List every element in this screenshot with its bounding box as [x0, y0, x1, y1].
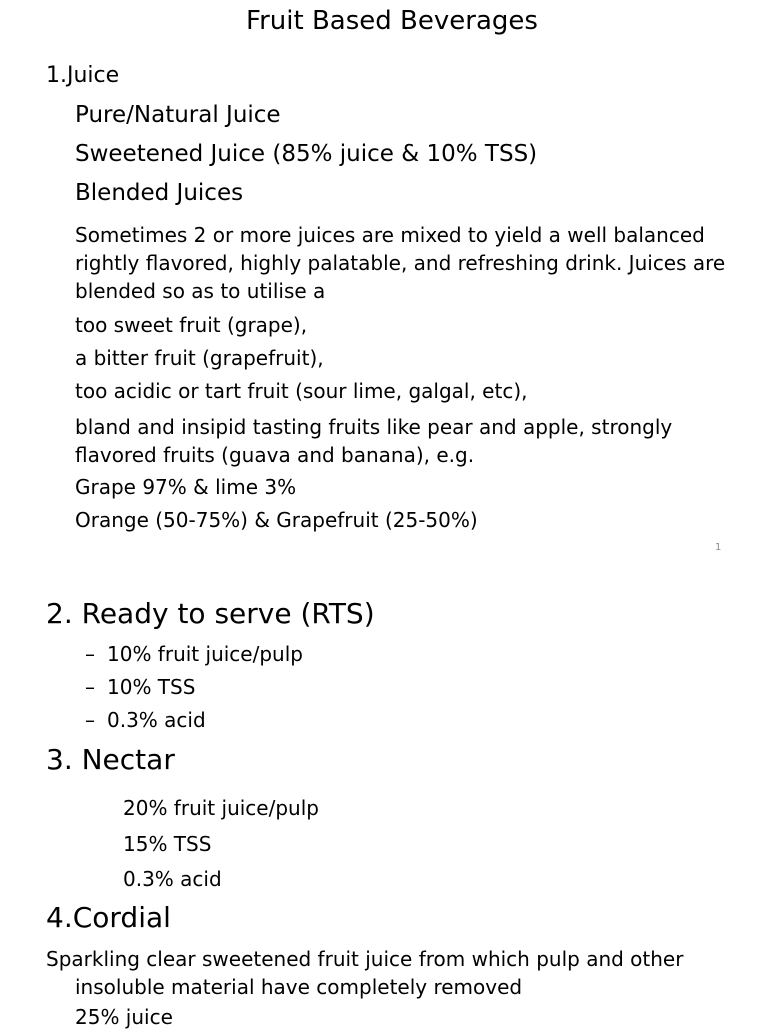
list-item: 15% TSS: [123, 832, 212, 856]
list-item: Orange (50-75%) & Grapefruit (25-50%): [75, 508, 478, 532]
juice-type-blended: Blended Juices: [75, 180, 244, 206]
list-item: too sweet fruit (grape),: [75, 313, 308, 337]
cordial-description: Sparkling clear sweetened fruit juice from which pulp and other insoluble material have completely removed: [46, 947, 684, 999]
section-heading-juice: 1.Juice: [46, 63, 120, 88]
list-item: [85, 709, 206, 732]
section-heading-nectar: 3. Nectar: [46, 743, 175, 776]
list-item: too acidic or tart fruit (sour lime, galgal, etc),: [75, 379, 528, 403]
juice-type-pure: Pure/Natural Juice: [75, 102, 281, 128]
list-item-text: 0.3% acid: [107, 708, 206, 732]
list-item: [85, 676, 195, 699]
dash-bullet: –: [85, 708, 95, 732]
page-title: Fruit Based Beverages: [246, 6, 538, 36]
list-item: 25% juice: [75, 1005, 173, 1029]
list-item: a bitter fruit (grapefruit),: [75, 346, 324, 370]
section-heading-cordial: 4.Cordial: [46, 901, 171, 934]
list-item: Grape 97% & lime 3%: [75, 475, 297, 499]
list-item: bland and insipid tasting fruits like pear and apple, strongly flavored fruits (guava and banana), e.g.: [75, 415, 673, 467]
list-item-text: 10% TSS: [107, 675, 196, 699]
list-item: [85, 643, 303, 666]
list-item: 0.3% acid: [123, 867, 222, 891]
list-item-text: 10% fruit juice/pulp: [107, 642, 303, 666]
dash-bullet: –: [85, 675, 95, 699]
dash-bullet: –: [85, 642, 95, 666]
page-number: 1: [715, 542, 722, 553]
section-heading-rts: 2. Ready to serve (RTS): [46, 597, 375, 630]
blended-description: Sometimes 2 or more juices are mixed to yield a well balanced rightly flavored, highly palatable, and refreshing drink. Juices are blended so as to utilise a: [75, 223, 726, 303]
juice-type-sweetened: Sweetened Juice (85% juice & 10% TSS): [75, 141, 538, 167]
list-item: 20% fruit juice/pulp: [123, 796, 319, 820]
